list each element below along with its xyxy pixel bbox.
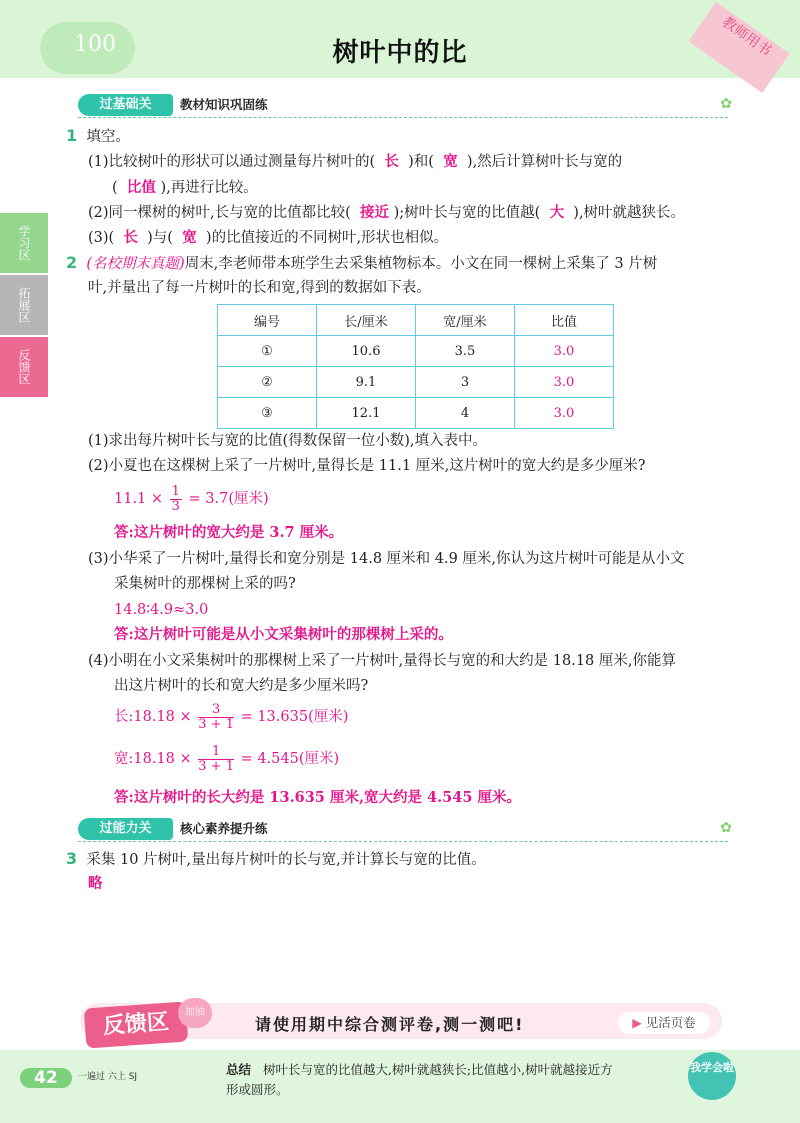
answer: 比值 [126,179,156,196]
i-learned-badge[interactable]: 我学会啦 [688,1052,736,1100]
numerator: 3 [198,703,234,718]
table-row [218,367,614,398]
feedback-text: 请使用期中综合测评卷,测一测吧! [255,1015,525,1034]
table-cell: 3.5 [416,336,515,367]
answer: 宽 [443,153,458,170]
see-worksheet-button[interactable] [618,1012,710,1034]
mascot-icon [178,998,212,1028]
q2-sub4-cont: 出这片树叶的长和宽大约是多少厘米吗? [114,678,369,694]
q2-intro [66,253,657,274]
calc-text: 宽:18.18 × [114,751,192,767]
text: (2)同一棵树的树叶,长与宽的比值都比较( [88,205,351,221]
q2-tag: (名校期末真题) [86,256,185,272]
play-icon: ▶ [632,1015,642,1030]
answer: 长 [384,153,399,170]
q3-answer: 略 [88,875,103,892]
answer: 接近 [360,204,390,221]
denominator: 3 + 1 [198,758,234,774]
calc-text: 长:18.18 × [114,709,192,725]
denominator: 3 + 1 [198,716,234,732]
calc-text: 11.1 × [114,491,164,507]
table-header: 长/厘米 [317,305,416,336]
text: );树叶长与宽的比值越( [393,205,541,221]
text: ),然后计算树叶长与宽的 [466,154,623,170]
section-badge: 过能力关 [78,818,173,840]
q2-sub4-calc-width [114,744,339,778]
page-number: 42 [20,1068,72,1088]
text: 周末,李老师带本班学生去采集植物标本。小文在同一棵树上采集了 3 片树 [184,256,658,272]
numerator: 1 [198,745,234,760]
text: ( [112,180,118,196]
calc-text: = 13.635(厘米) [240,709,349,725]
table-header: 编号 [218,305,317,336]
q1-part1 [88,152,622,172]
section-badge: 过基础关 [78,94,173,116]
mascot-text: 加油 [185,1007,205,1018]
q2-intro-cont: 叶,并量出了每一片树叶的长和宽,得到的数据如下表。 [88,280,431,296]
table-cell: 10.6 [317,336,416,367]
q2-sub3-calc: 14.8∶4.9≈3.0 [114,602,209,618]
numerator: 1 [171,483,180,499]
q1-part2 [88,203,685,223]
q1-title: 填空。 [86,129,130,145]
q3-number: 3 [66,849,78,868]
corner-ribbon: 教师用书 [688,2,789,93]
table-cell-answer: 3.0 [515,367,614,398]
section-subtitle: 教材知识巩固练 [180,97,268,112]
table-header-row [218,305,614,336]
summary-text-cont: 形或圆形。 [226,1082,289,1097]
q1-heading [66,126,130,147]
table-cell: 12.1 [317,398,416,429]
text: )的比值接近的不同树叶,形状也相似。 [205,230,449,246]
section-ability [78,818,732,840]
q1-number: 1 [66,126,78,145]
q2-sub1: (1)求出每片树叶长与宽的比值(得数保留一位小数),填入表中。 [88,433,487,449]
table-cell: 4 [416,398,515,429]
table-header: 宽/厘米 [416,305,515,336]
table-cell-answer: 3.0 [515,336,614,367]
feedback-label: 反馈区 [84,1001,189,1048]
table-cell: 9.1 [317,367,416,398]
text: (1)比较树叶的形状可以通过测量每片树叶的( [88,154,376,170]
book-info: 一遍过 六上 SJ [78,1072,138,1082]
fraction [170,485,182,514]
section-basic [78,94,732,116]
text: )与( [147,230,173,246]
leaf-icon: ✿ [720,820,732,836]
answer: 大 [549,204,565,221]
q3 [66,849,486,870]
table-header: 比值 [515,305,614,336]
text: ),再进行比较。 [160,180,258,196]
q1-part3 [88,228,448,248]
summary [226,1060,686,1100]
denominator: 3 [171,498,180,514]
table-cell: ③ [218,398,317,429]
q2-sub3: (3)小华采了一片树叶,量得长和宽分别是 14.8 厘米和 4.9 厘米,你认为这片树叶可能是从小文 [88,551,685,567]
summary-label: 总结 [226,1062,252,1077]
section-divider [78,117,728,118]
leaf-data-table [217,304,614,429]
text: (3)( [88,230,115,246]
q2-sub2-answer: 答:这片树叶的宽大约是 3.7 厘米。 [114,524,344,541]
q2-sub4: (4)小明在小文采集树叶的那棵树上采了一片树叶,量得长与宽的和大约是 18.18 厘米,你能算 [88,653,676,669]
q3-text: 采集 10 片树叶,量出每片树叶的长与宽,并计算长与宽的比值。 [86,852,486,868]
table-row [218,398,614,429]
section-subtitle: 核心素养提升练 [180,821,268,836]
answer: 长 [123,229,138,246]
text: )和( [408,154,434,170]
q2-sub2: (2)小夏也在这棵树上采了一片树叶,量得长是 11.1 厘米,这片树叶的宽大约是多少厘米? [88,458,646,474]
answer: 宽 [182,229,197,246]
button-label: 见活页卷 [645,1015,696,1030]
calc-text: = 4.545(厘米) [240,751,340,767]
side-tab-study[interactable]: 学习区 [0,213,48,273]
side-tab-extend[interactable]: 拓展区 [0,275,48,335]
fraction [198,745,234,774]
page-title: 树叶中的比 [332,38,468,68]
q1-part1-cont [112,178,258,198]
side-tab-feedback[interactable]: 反馈区 [0,337,48,397]
table-cell: ② [218,367,317,398]
table-cell: 3 [416,367,515,398]
q2-sub3-answer: 答:这片树叶可能是从小文采集树叶的那棵树上采的。 [114,626,453,643]
summary-text: 树叶长与宽的比值越大,树叶就越狭长;比值越小,树叶就越接近方 [262,1062,613,1077]
fraction [198,703,234,732]
q2-sub3-cont: 采集树叶的那棵树上采的吗? [114,576,296,592]
text: ),树叶就越狭长。 [573,205,686,221]
table-row [218,336,614,367]
calc-text: = 3.7(厘米) [188,491,269,507]
q2-sub2-calc [114,484,269,518]
deco-text: 100 [74,32,116,57]
table-cell: ① [218,336,317,367]
section-divider [78,841,728,842]
q2-sub4-answer: 答:这片树叶的长大约是 13.635 厘米,宽大约是 4.545 厘米。 [114,789,521,806]
q2-number: 2 [66,253,78,272]
q2-sub4-calc-length [114,702,348,736]
leaf-icon: ✿ [720,96,732,112]
table-cell-answer: 3.0 [515,398,614,429]
